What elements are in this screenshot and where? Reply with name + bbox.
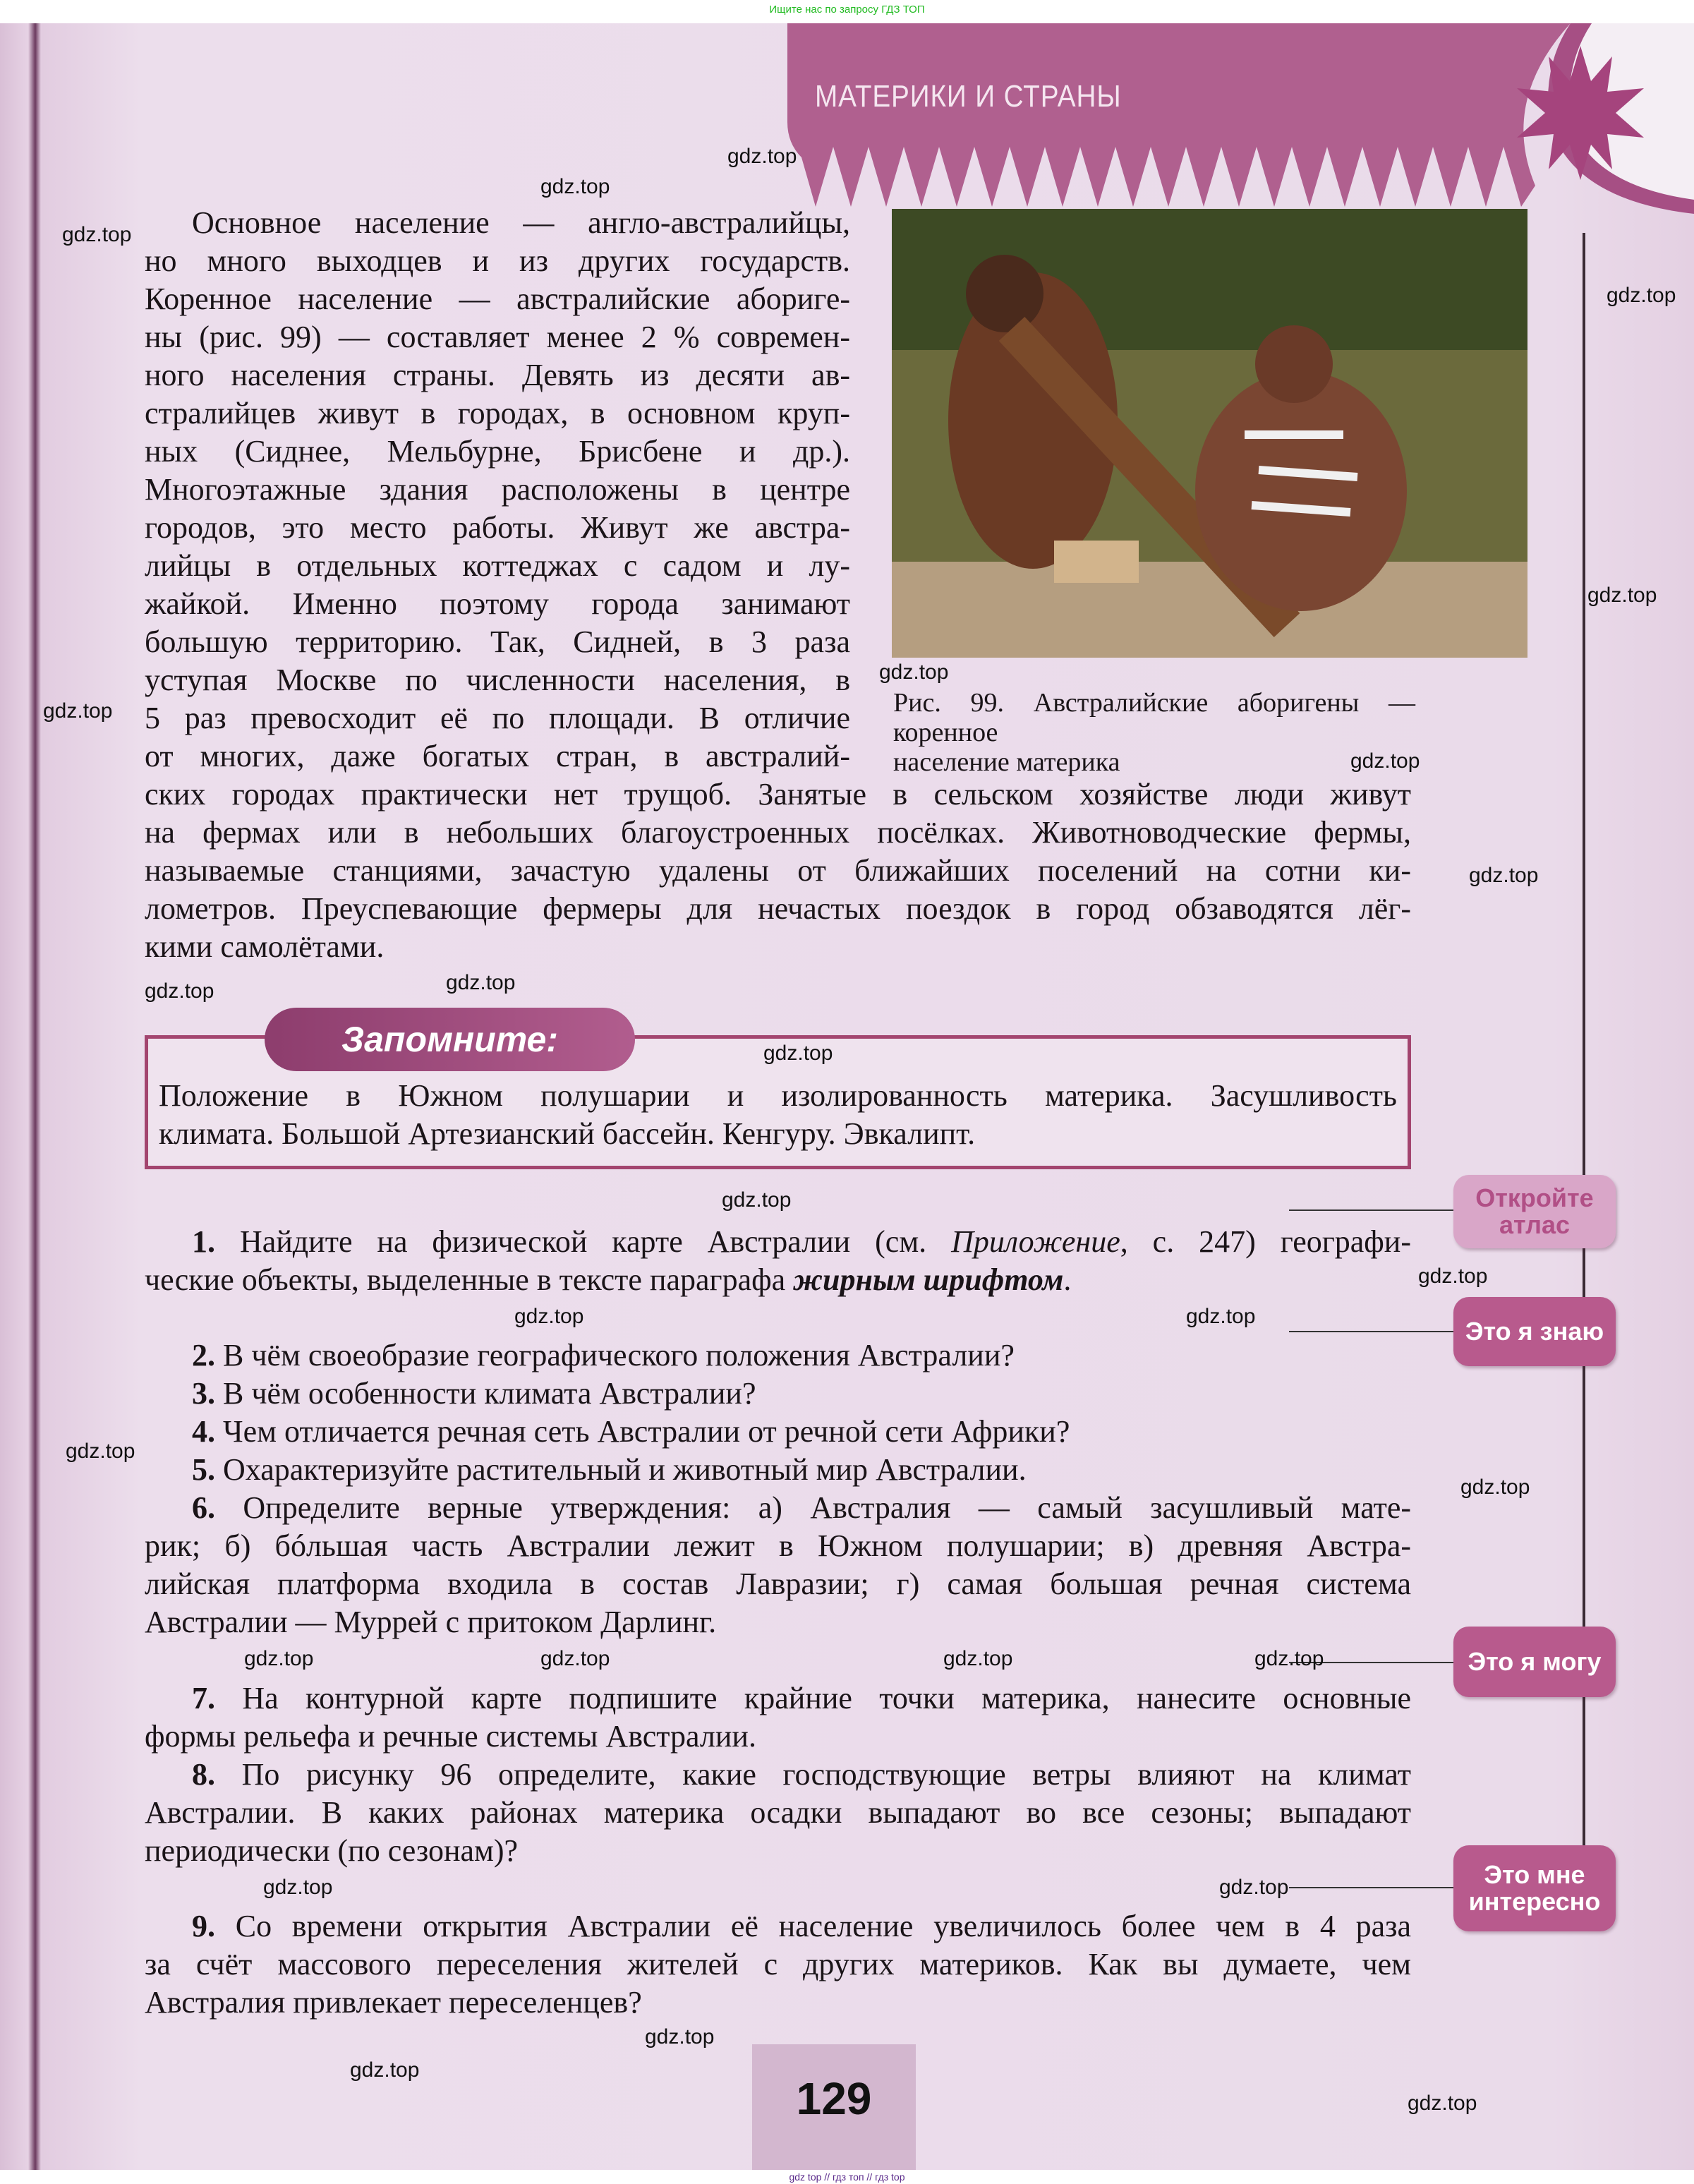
paragraph-line: большую территорию. Так, Сидней, в 3 раза (145, 625, 850, 659)
question-1 (145, 1223, 1411, 1261)
paragraph-line: жайкой. Именно поэтому города занимают (145, 586, 850, 621)
watermark: gdz.top (66, 1440, 135, 1463)
paragraph-line: Основное население — англо-австралийцы, (192, 205, 850, 240)
figure-caption (893, 688, 1415, 777)
watermark: gdz.top (1254, 1647, 1324, 1670)
watermark: gdz.top (145, 979, 214, 1003)
paragraph-line: Коренное население — австралийские абориге- (145, 282, 850, 316)
question-text: Найдите на физической карте Австралии (см. (239, 1224, 952, 1259)
question-text: Охарактеризуйте растительный и животный мир Австралии. (223, 1452, 1027, 1487)
watermark: gdz.top (763, 1042, 833, 1065)
page-number-box (752, 2044, 916, 2170)
question-number: 1. (192, 1224, 215, 1259)
question-2 (145, 1337, 1015, 1375)
watermark: gdz.top (1219, 1876, 1289, 1899)
watermark: gdz.top (263, 1876, 333, 1899)
watermark: gdz.top (244, 1647, 314, 1670)
question-text: По рисунку 96 определите, какие господствующие ветры влияют на климат (241, 1757, 1411, 1792)
question-line: Австралия привлекает переселенцев? (145, 1985, 642, 2020)
paragraph-line: от многих, даже богатых стран, в австралий- (145, 739, 850, 773)
caption-line: Рис. 99. Австралийские аборигены — коренное (893, 688, 1415, 747)
watermark: gdz.top (446, 971, 516, 994)
page-number: 129 (796, 2073, 872, 2124)
watermark: gdz.top (1350, 749, 1420, 773)
paragraph-line: но много выходцев и из других государств. (145, 243, 850, 278)
connector-line (1289, 1331, 1453, 1332)
question-number: 4. (192, 1414, 215, 1449)
tab-i-can[interactable]: Это я могу (1453, 1627, 1616, 1697)
question-text: . (1063, 1262, 1072, 1297)
question-number: 6. (192, 1490, 215, 1525)
question-4 (145, 1413, 1070, 1451)
top-banner (0, 0, 1694, 23)
bottom-banner (0, 2170, 1694, 2184)
question-1-cont (145, 1261, 1071, 1299)
question-7 (145, 1679, 1411, 1718)
watermark: gdz.top (645, 2025, 715, 2049)
tab-i-know[interactable]: Это я знаю (1453, 1297, 1616, 1366)
paragraph-line: лийцы в отдельных коттеджах с садом и лу- (145, 548, 850, 583)
remember-label: Запомните: (265, 1008, 635, 1071)
connector-line (1289, 1209, 1453, 1211)
watermark: gdz.top (62, 223, 132, 246)
question-line: Австралии. В каких районах материка осадки выпадают во все сезоны; выпадают (145, 1795, 1411, 1830)
paragraph-line: ного населения страны. Девять из десяти ав- (145, 358, 850, 392)
question-text: Со времени открытия Австралии её население увеличилось более чем в 4 раза (235, 1909, 1412, 1943)
question-text-italic: Приложение (951, 1224, 1120, 1259)
watermark: gdz.top (722, 1188, 792, 1212)
question-line: рик; б) бóльшая часть Австралии лежит в Южном полушарии; в) древняя Австра- (145, 1528, 1411, 1563)
paragraph-line: на фермах или в небольших благоустроенных посёлках. Животноводческие фермы, (145, 815, 1411, 850)
watermark: gdz.top (540, 175, 610, 198)
remember-line: Положение в Южном полушарии и изолированность материка. Засушливость (159, 1078, 1397, 1113)
paragraph-line: называемые станциями, зачастую удалены от ближайших поселений на сотни ки- (145, 853, 1411, 888)
question-number: 5. (192, 1452, 215, 1487)
watermark: gdz.top (943, 1647, 1013, 1670)
bottom-banner-text: gdz top // гдз топ // гдз top (789, 2171, 905, 2183)
question-line: периодически (по сезонам)? (145, 1833, 519, 1868)
paragraph-line: лометров. Преуспевающие фермеры для нечастых поездок в город обзаводятся лёг- (145, 891, 1411, 926)
question-5 (145, 1451, 1027, 1489)
watermark: gdz.top (727, 145, 797, 168)
watermark: gdz.top (879, 660, 949, 684)
question-line: лийская платформа входила в состав Лавразии; г) самая большая речная система (145, 1567, 1411, 1601)
watermark: gdz.top (1607, 284, 1676, 307)
question-text: Чем отличается речная сеть Австралии от речной сети Африки? (223, 1414, 1070, 1449)
paragraph-line: ных (Сиднее, Мельбурне, Брисбене и др.). (145, 434, 850, 469)
question-3 (145, 1375, 756, 1413)
question-text: , с. 247) географи- (1120, 1224, 1412, 1259)
paragraph-line: ны (рис. 99) — составляет менее 2 % современ- (145, 320, 850, 354)
question-text: В чём своеобразие географического положения Австралии? (223, 1338, 1015, 1372)
paragraph-line: Многоэтажные здания расположены в центре (145, 472, 850, 507)
watermark: gdz.top (1418, 1265, 1488, 1288)
watermark: gdz.top (1460, 1476, 1530, 1499)
section-title: МАТЕРИКИ И СТРАНЫ (815, 79, 1122, 114)
question-number: 7. (192, 1681, 215, 1715)
watermark: gdz.top (1469, 864, 1539, 887)
tab-open-atlas[interactable]: Откройте атлас (1453, 1175, 1616, 1248)
question-6 (145, 1489, 1411, 1527)
question-9 (145, 1907, 1411, 1945)
question-line: за счёт массового переселения жителей с других материков. Как вы думаете, чем (145, 1947, 1411, 1981)
question-line: формы рельефа и речные системы Австралии. (145, 1719, 756, 1754)
tab-interesting[interactable]: Это мне интересно (1453, 1845, 1616, 1931)
question-text: В чём особенности климата Австралии? (223, 1376, 756, 1411)
question-number: 3. (192, 1376, 215, 1411)
paragraph-line: уступая Москве по численности населения, в (145, 663, 850, 697)
paragraph-line: городов, это место работы. Живут же австра- (145, 510, 850, 545)
figure-99-photo (892, 209, 1527, 658)
remember-line: климата. Большой Артезианский бассейн. Кенгуру. Эвкалипт. (159, 1116, 976, 1151)
question-line: Австралии — Муррей с притоком Дарлинг. (145, 1605, 717, 1639)
watermark: gdz.top (540, 1647, 610, 1670)
top-banner-text: Ищите нас по запросу ГДЗ ТОП (769, 4, 925, 16)
watermark: gdz.top (1408, 2092, 1477, 2115)
star-icon (1510, 42, 1651, 183)
question-text: Определите верные утверждения: а) Австралия — самый засушливый мате- (243, 1490, 1412, 1525)
question-number: 9. (192, 1909, 215, 1943)
watermark: gdz.top (514, 1305, 584, 1328)
connector-line (1289, 1887, 1453, 1888)
question-text-bold-italic: жирным шрифтом (793, 1262, 1064, 1297)
watermark: gdz.top (1186, 1305, 1256, 1328)
paragraph-line: ских городах практически нет трущоб. Занятые в сельском хозяйстве люди живут (145, 777, 1411, 812)
question-text: На контурной карте подпишите крайние точки материка, нанесите основные (242, 1681, 1412, 1715)
paragraph-line: кими самолётами. (145, 929, 385, 964)
question-text: ческие объекты, выделенные в тексте параграфа (145, 1262, 794, 1297)
question-8 (145, 1756, 1411, 1794)
caption-line: население материка (893, 747, 1120, 777)
question-number: 8. (192, 1757, 215, 1792)
question-number: 2. (192, 1338, 215, 1372)
watermark: gdz.top (1587, 584, 1657, 607)
paragraph-line: стралийцев живут в городах, в основном круп- (145, 396, 850, 430)
paragraph-line: 5 раз превосходит её по площади. В отличие (145, 701, 850, 735)
watermark: gdz.top (350, 2058, 420, 2082)
side-rule (1583, 233, 1585, 1849)
watermark: gdz.top (43, 699, 113, 723)
